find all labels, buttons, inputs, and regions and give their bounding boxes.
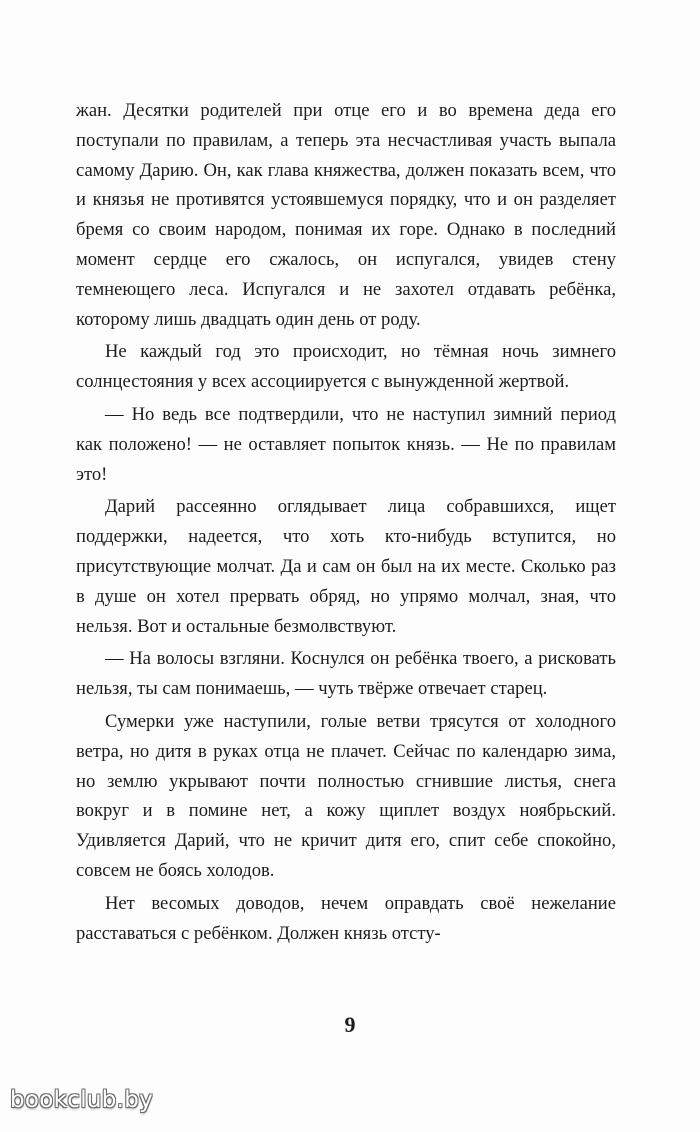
watermark-logo: bookclub.by (10, 1087, 154, 1113)
body-text (76, 96, 616, 951)
paragraph-7: Нет весомых доводов, нечем оправдать своё нежелание расставаться с ребёнком. Должен князь отсту- (76, 892, 616, 944)
page-number: 9 (344, 1012, 356, 1037)
paragraph-1: жан. Десятки родителей при отце его и во времена деда его поступали по правилам, а теперь эта несчастливая участь выпала самому Дарию. Он, как глава княжества, должен показать всем, что и князья не противятся устоявшемуся порядку, что и он разделяет бремя со своим народом, понимая их горе. Однако в последний момент сердце его сжалось, он испугался, увидев стену темнеющего леса. Испугался и не захотел отдавать ребёнка, которому лишь двадцать один день от роду. (76, 100, 616, 330)
paragraph-5: — На волосы взгляни. Коснулся он ребёнка твоего, а рисковать нельзя, ты сам понимаешь, — чуть твёрже отвечает старец. (76, 648, 616, 700)
paragraph-3: — Но ведь все подтвердили, что не наступил зимний период как положено! — не оставляет попыток князь. — Не по правилам это! (76, 403, 616, 485)
paragraph-6: Сумерки уже наступили, голые ветви трясутся от холодного ветра, но дитя в руках отца не плачет. Сейчас по календарю зима, но землю укрывают почти полностью сгнившие листья, снега вокруг и в помине нет, а кожу щиплет воздух ноябрьский. Удивляется Дарий, что не кричит дитя его, спит себе спокойно, совсем не боясь холодов. (76, 710, 616, 881)
paragraph-2: Не каждый год это происходит, но тёмная ночь зимнего солнцестояния у всех ассоциируется с вынужденной жертвой. (76, 341, 616, 393)
paragraph-4: Дарий рассеянно оглядывает лица собравшихся, ищет поддержки, надеется, что хоть кто-нибудь вступится, но присутствующие молчат. Да и сам он был на их месте. Сколько раз в душе он хотел прервать обряд, но упрямо молчал, зная, что нельзя. Вот и остальные безмолвствуют. (76, 496, 616, 637)
